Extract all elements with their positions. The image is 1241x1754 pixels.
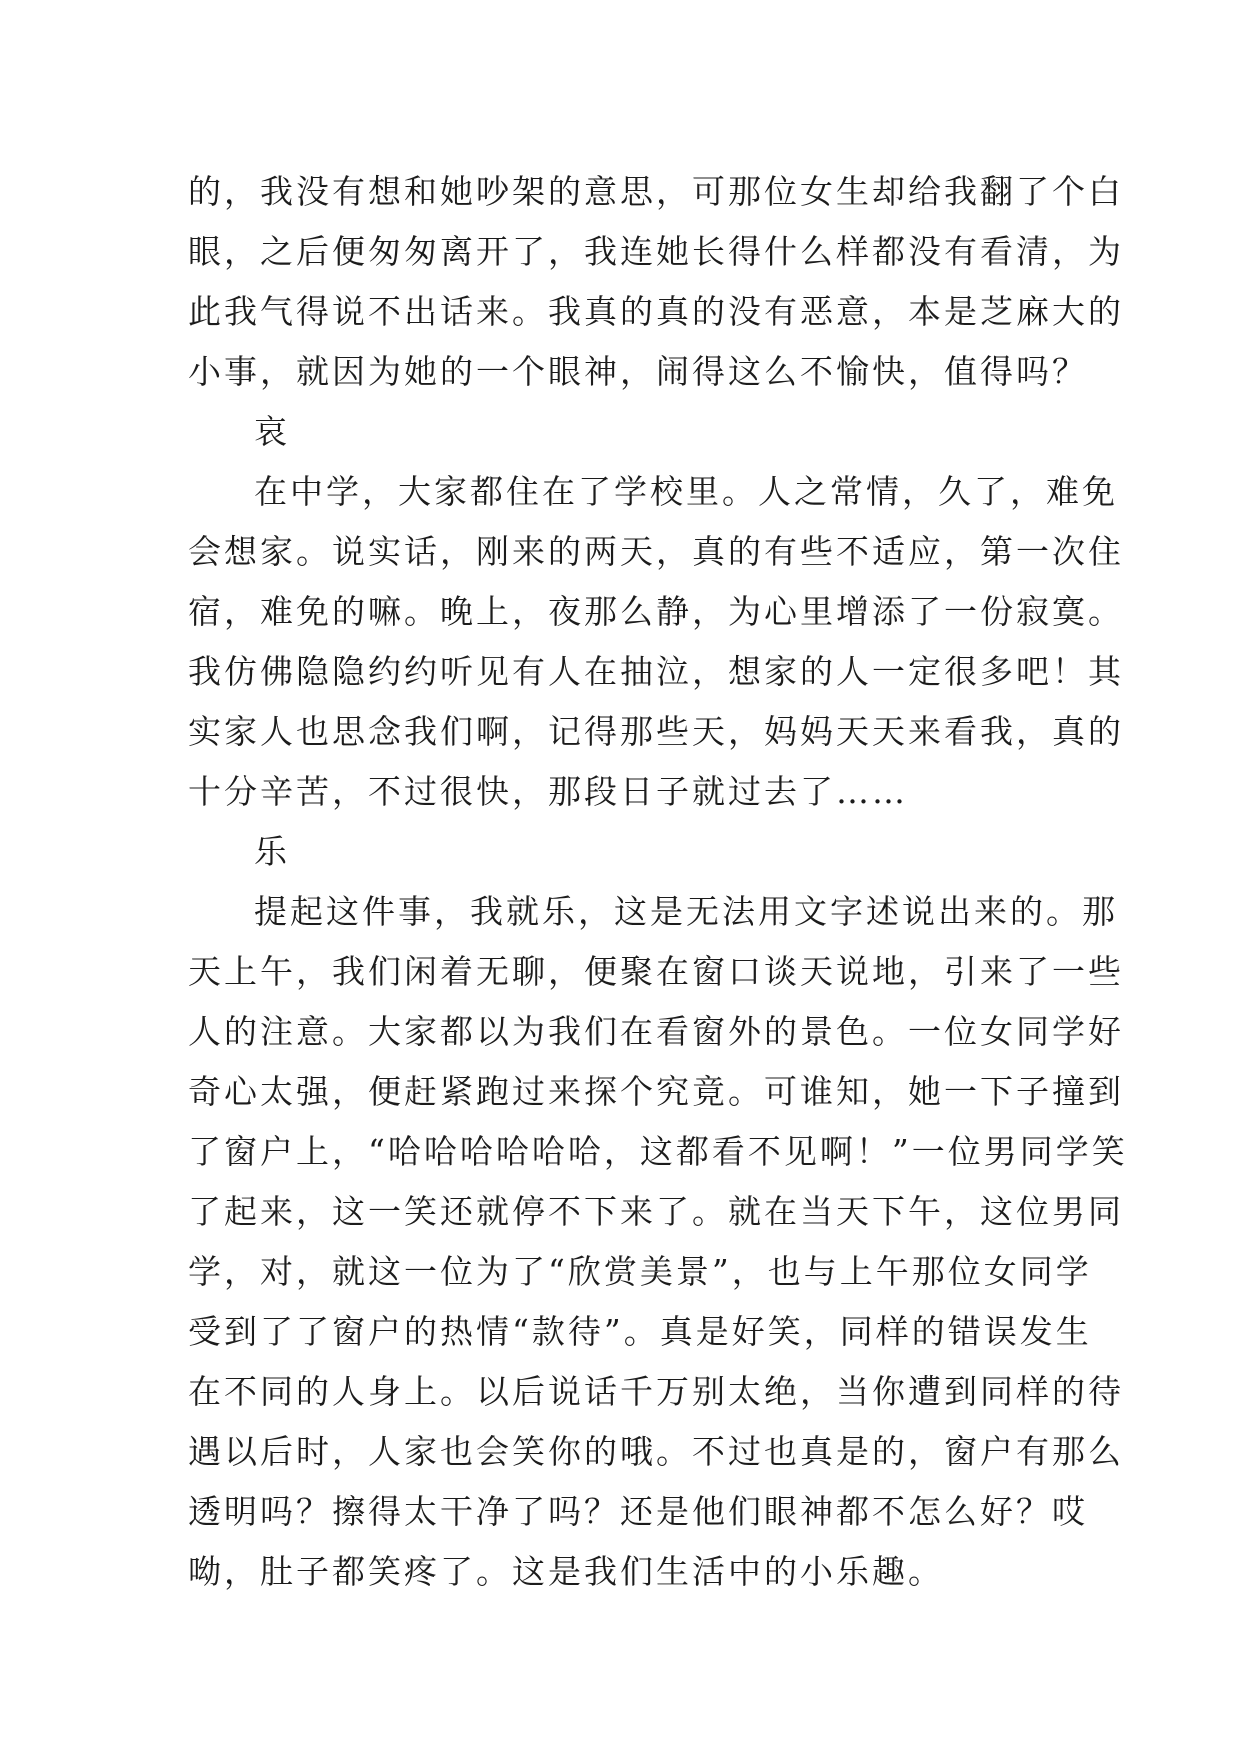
text-line: 透明吗？擦得太干净了吗？还是他们眼神都不怎么好？哎 (188, 1492, 1088, 1531)
text-line: 遇以后时，人家也会笑你的哦。不过也真是的，窗户有那么 (188, 1432, 1124, 1471)
text-line: 了起来，这一笑还就停不下来了。就在当天下午，这位男同 (188, 1192, 1124, 1231)
paragraph-start: 提起这件事，我就乐，这是无法用文字述说出来的。那 (254, 892, 1118, 931)
paragraph-start: 在中学，大家都住在了学校里。人之常情，久了，难免 (254, 472, 1118, 511)
text-line: 十分辛苦，不过很快，那段日子就过去了…… (188, 772, 908, 811)
text-line: 呦，肚子都笑疼了。这是我们生活中的小乐趣。 (188, 1552, 944, 1591)
text-line: 实家人也思念我们啊，记得那些天，妈妈天天来看我，真的 (188, 712, 1124, 751)
text-line: 我仿佛隐隐约约听见有人在抽泣，想家的人一定很多吧！其 (188, 652, 1124, 691)
text-line: 会想家。说实话，刚来的两天，真的有些不适应，第一次住 (188, 532, 1124, 571)
text-line: 此我气得说不出话来。我真的真的没有恶意，本是芝麻大的 (188, 292, 1124, 331)
section-heading-le: 乐 (254, 832, 290, 871)
text-line: 的，我没有想和她吵架的意思，可那位女生却给我翻了个白 (188, 172, 1124, 211)
section-heading-ai: 哀 (254, 412, 290, 451)
text-line: 了窗户上，“哈哈哈哈哈哈，这都看不见啊！”一位男同学笑 (188, 1132, 1128, 1171)
text-line: 宿，难免的嘛。晚上，夜那么静，为心里增添了一份寂寞。 (188, 592, 1124, 631)
text-line: 学，对，就这一位为了“欣赏美景”，也与上午那位女同学 (188, 1252, 1092, 1291)
text-line: 眼，之后便匆匆离开了，我连她长得什么样都没有看清，为 (188, 232, 1124, 271)
text-line: 人的注意。大家都以为我们在看窗外的景色。一位女同学好 (188, 1012, 1124, 1051)
text-line: 受到了了窗户的热情“款待”。真是好笑，同样的错误发生 (188, 1312, 1092, 1351)
essay-text (188, 162, 1128, 1602)
text-line: 天上午，我们闲着无聊，便聚在窗口谈天说地，引来了一些 (188, 952, 1124, 991)
text-line: 在不同的人身上。以后说话千万别太绝，当你遭到同样的待 (188, 1372, 1124, 1411)
text-line: 小事，就因为她的一个眼神，闹得这么不愉快，值得吗？ (188, 352, 1088, 391)
text-line: 奇心太强，便赶紧跑过来探个究竟。可谁知，她一下子撞到 (188, 1072, 1124, 1111)
